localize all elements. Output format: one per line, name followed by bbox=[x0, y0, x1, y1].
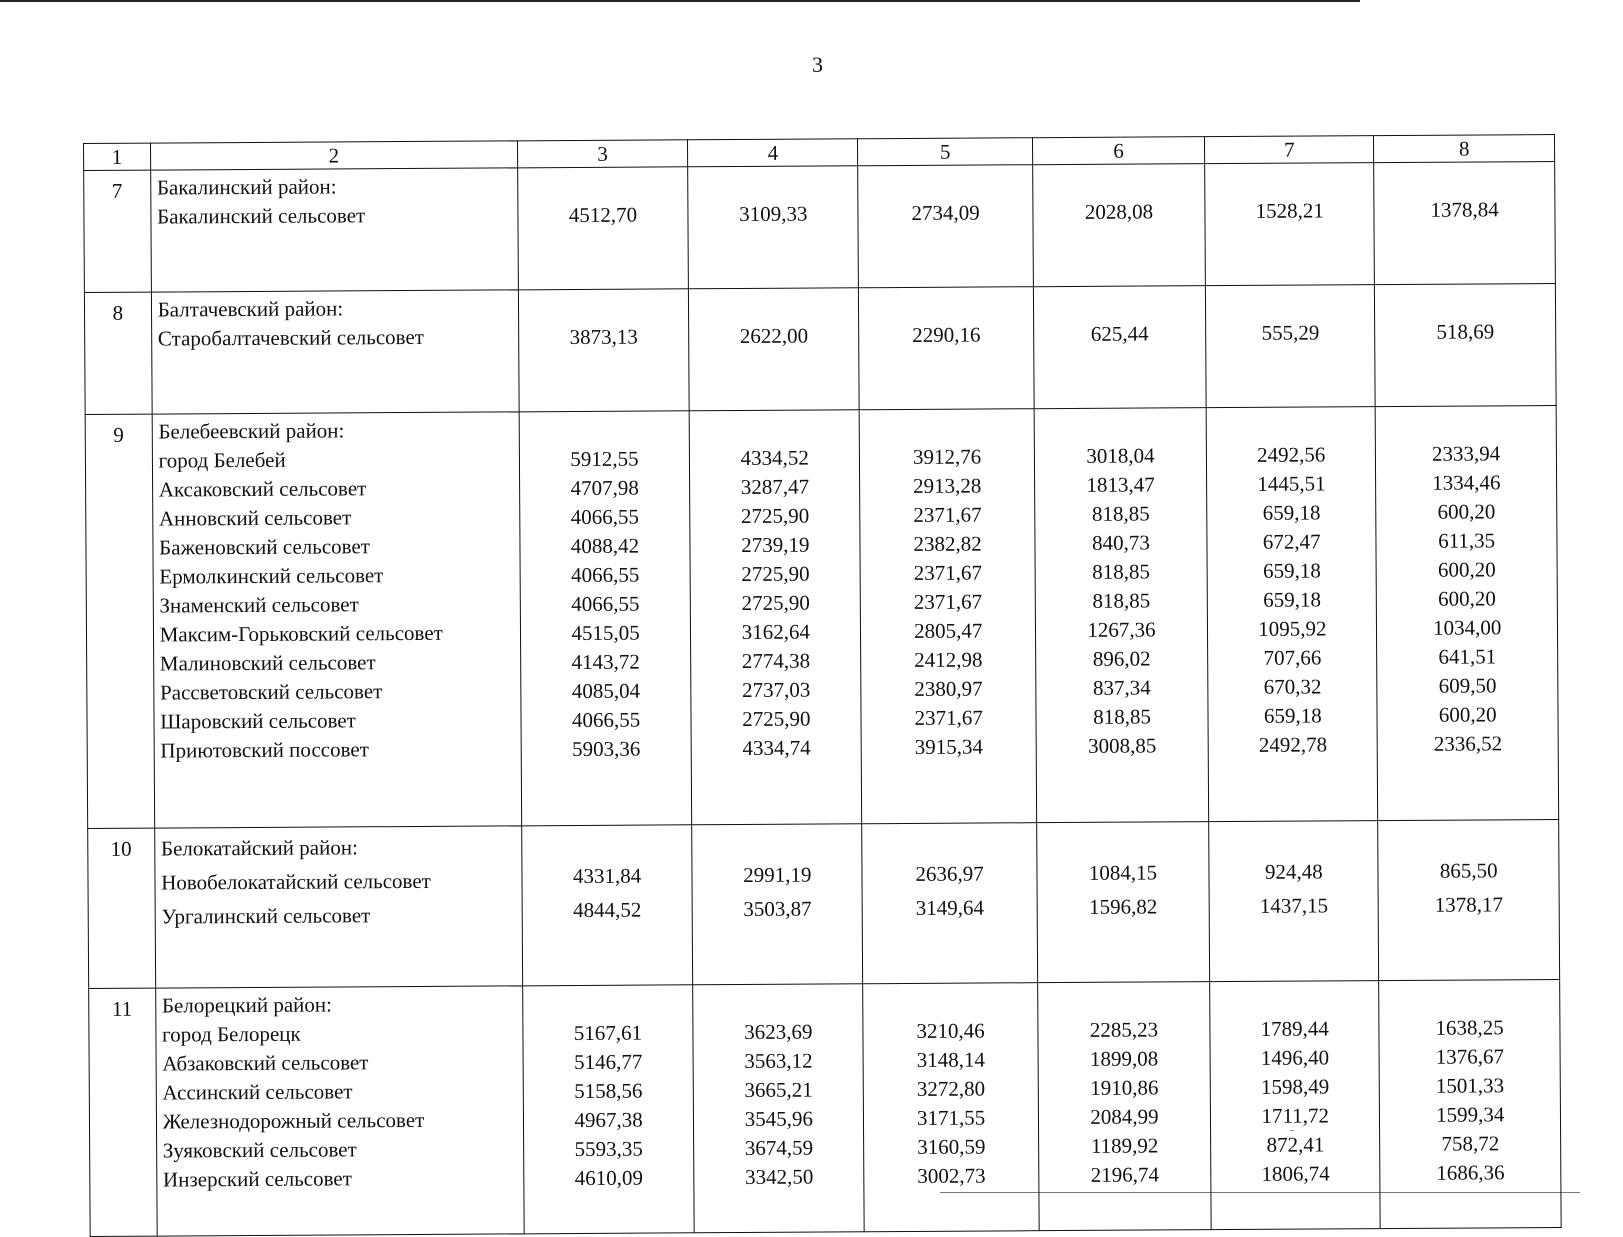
value-cell: 4066,55 bbox=[570, 504, 640, 530]
value-cell: 4967,38 bbox=[574, 1107, 643, 1133]
value-cell: 600,20 bbox=[1437, 557, 1496, 582]
value-cell: 2380,97 bbox=[914, 676, 983, 701]
settlement-name: Аксаковский сельсовет bbox=[158, 476, 367, 502]
value-column-4 bbox=[692, 824, 863, 985]
value-cell: 1806,74 bbox=[1261, 1161, 1330, 1186]
table-row bbox=[89, 979, 1561, 1236]
value-cell: 2371,67 bbox=[913, 502, 982, 527]
value-cell: 2734,09 bbox=[911, 200, 980, 225]
district-name: Белебеевский район: bbox=[158, 418, 345, 444]
value-cell: 1378,84 bbox=[1430, 197, 1499, 222]
value-cell: 3160,59 bbox=[917, 1134, 986, 1159]
value-column-7 bbox=[1205, 163, 1375, 286]
value-cell: 1376,67 bbox=[1435, 1044, 1505, 1069]
value-cell: 5903,36 bbox=[572, 736, 641, 762]
value-cell: 2636,97 bbox=[915, 861, 984, 886]
value-column-7 bbox=[1206, 285, 1376, 408]
page-number: 3 bbox=[812, 52, 823, 77]
value-cell: 1596,82 bbox=[1088, 894, 1158, 919]
value-cell: 1528,21 bbox=[1255, 198, 1324, 223]
value-column-3 bbox=[523, 985, 695, 1234]
data-table bbox=[83, 134, 1562, 1237]
value-cell: 5593,35 bbox=[574, 1136, 643, 1162]
column-header: 7 bbox=[1205, 136, 1374, 164]
value-cell: 2285,23 bbox=[1089, 1017, 1159, 1042]
value-cell: 600,20 bbox=[1438, 586, 1496, 611]
column-header: 4 bbox=[688, 139, 858, 167]
value-cell: 4844,52 bbox=[573, 897, 642, 923]
value-cell: 4331,84 bbox=[572, 863, 642, 889]
value-cell: 2739,19 bbox=[741, 532, 810, 557]
value-cell: 2371,67 bbox=[914, 705, 983, 730]
value-cell: 600,20 bbox=[1437, 499, 1496, 524]
value-cell: 1599,34 bbox=[1435, 1102, 1505, 1127]
value-cell: 2492,78 bbox=[1258, 732, 1328, 757]
value-column-5 bbox=[860, 409, 1037, 824]
value-cell: 3915,34 bbox=[914, 734, 984, 759]
value-cell: 672,47 bbox=[1262, 529, 1321, 554]
value-column-7 bbox=[1209, 821, 1379, 982]
value-cell: 3162,64 bbox=[741, 619, 811, 644]
value-cell: 2382,82 bbox=[913, 531, 982, 556]
value-column-5 bbox=[863, 983, 1039, 1232]
district-name: Белокатайский район: bbox=[160, 835, 358, 861]
name-cell bbox=[152, 412, 522, 828]
name-cell bbox=[154, 826, 522, 988]
settlement-name: Малиновский сельсовет bbox=[159, 650, 376, 676]
value-cell: 3018,04 bbox=[1086, 443, 1155, 468]
value-cell: 2333,94 bbox=[1431, 441, 1501, 466]
value-cell: 1189,92 bbox=[1090, 1133, 1159, 1158]
value-cell: 2725,90 bbox=[741, 561, 810, 586]
value-column-4 bbox=[689, 410, 862, 825]
value-cell: 2371,67 bbox=[913, 560, 982, 585]
value-cell: 818,85 bbox=[1092, 559, 1151, 584]
value-cell: 3148,14 bbox=[916, 1047, 985, 1072]
value-column-8 bbox=[1374, 162, 1555, 285]
value-column-3 bbox=[519, 411, 692, 826]
column-header: 3 bbox=[517, 140, 687, 168]
column-header: 6 bbox=[1032, 137, 1204, 165]
value-column-5 bbox=[859, 287, 1034, 410]
value-cell: 3342,50 bbox=[744, 1164, 814, 1189]
value-cell: 1084,15 bbox=[1088, 860, 1158, 885]
settlement-name: Старобалтачевский сельсовет bbox=[157, 324, 424, 351]
value-column-7 bbox=[1210, 981, 1381, 1230]
value-cell: 600,20 bbox=[1438, 702, 1497, 727]
value-cell: 1445,51 bbox=[1257, 471, 1326, 496]
table-row bbox=[88, 819, 1560, 988]
value-cell: 2725,90 bbox=[741, 590, 810, 615]
table-body bbox=[84, 135, 1562, 1237]
value-cell: 2805,47 bbox=[913, 618, 983, 643]
value-cell: 4088,42 bbox=[570, 533, 640, 559]
value-cell: 2725,90 bbox=[740, 503, 810, 528]
value-cell: 2737,03 bbox=[741, 677, 811, 702]
value-cell: 2991,19 bbox=[743, 862, 812, 887]
value-cell: 3149,64 bbox=[915, 895, 985, 920]
value-cell: 3503,87 bbox=[743, 896, 812, 921]
value-cell: 1267,36 bbox=[1087, 617, 1156, 642]
settlement-name: Баженовский сельсовет bbox=[159, 534, 370, 560]
settlement-name: Железнодорожный сельсовет bbox=[162, 1107, 425, 1134]
table-row bbox=[84, 162, 1556, 293]
value-cell: 518,69 bbox=[1436, 319, 1495, 344]
value-cell: 2412,98 bbox=[914, 647, 983, 672]
value-cell: 1638,25 bbox=[1435, 1015, 1504, 1040]
value-cell: 2196,74 bbox=[1090, 1162, 1160, 1187]
value-cell: 4066,55 bbox=[570, 562, 640, 588]
value-cell: 818,85 bbox=[1093, 704, 1151, 729]
value-cell: 555,29 bbox=[1261, 320, 1320, 345]
value-cell: 872,41 bbox=[1266, 1132, 1325, 1157]
value-cell: 3002,73 bbox=[917, 1163, 986, 1188]
name-cell bbox=[155, 986, 524, 1236]
settlement-name: Инзерский сельсовет bbox=[162, 1166, 352, 1192]
value-cell: 758,72 bbox=[1441, 1131, 1500, 1156]
settlement-name: Знаменский сельсовет bbox=[159, 592, 359, 618]
value-cell: 4515,05 bbox=[571, 620, 640, 646]
value-cell: 896,02 bbox=[1092, 646, 1151, 671]
value-cell: 4085,04 bbox=[571, 678, 641, 704]
value-column-3 bbox=[522, 825, 693, 986]
value-cell: 4334,52 bbox=[740, 445, 809, 470]
row-number: 10 bbox=[88, 828, 156, 988]
value-cell: 2774,38 bbox=[741, 648, 811, 673]
value-cell: 1789,44 bbox=[1260, 1016, 1329, 1041]
value-column-7 bbox=[1206, 407, 1378, 822]
value-column-6 bbox=[1037, 822, 1210, 983]
value-cell: 670,32 bbox=[1263, 674, 1322, 699]
settlement-name: Рассветовский сельсовет bbox=[159, 679, 383, 705]
district-name: Балтачевский район: bbox=[157, 296, 344, 322]
value-cell: 5146,77 bbox=[573, 1049, 643, 1075]
value-cell: 659,18 bbox=[1263, 703, 1322, 728]
row-number: 8 bbox=[84, 292, 151, 414]
value-column-8 bbox=[1375, 284, 1556, 407]
value-cell: 1813,47 bbox=[1086, 472, 1155, 497]
value-cell: 2725,90 bbox=[742, 706, 811, 731]
value-cell: 1899,08 bbox=[1089, 1046, 1159, 1071]
value-cell: 818,85 bbox=[1092, 588, 1151, 613]
value-column-8 bbox=[1378, 819, 1560, 980]
value-column-6 bbox=[1033, 286, 1206, 409]
value-cell: 1496,40 bbox=[1260, 1045, 1330, 1070]
value-column-5 bbox=[858, 165, 1033, 288]
settlement-name: Зуяковский сельсовет bbox=[162, 1137, 357, 1163]
value-cell: 611,35 bbox=[1438, 528, 1496, 553]
scan-edge-line bbox=[0, 0, 1360, 2]
value-cell: 1711,72 bbox=[1261, 1103, 1330, 1128]
value-cell: 4334,74 bbox=[742, 735, 811, 760]
name-cell bbox=[151, 290, 519, 414]
value-cell: 4066,55 bbox=[571, 591, 640, 617]
value-cell: 659,18 bbox=[1262, 500, 1321, 525]
value-column-6 bbox=[1032, 164, 1205, 287]
value-column-6 bbox=[1034, 408, 1209, 823]
value-cell: 3912,76 bbox=[912, 444, 982, 469]
value-column-4 bbox=[689, 288, 860, 411]
column-header: 2 bbox=[150, 141, 517, 170]
settlement-name: Приютовский поссовет bbox=[160, 737, 369, 763]
value-cell: 2913,28 bbox=[913, 473, 982, 498]
value-cell: 3665,21 bbox=[744, 1077, 813, 1102]
value-column-5 bbox=[862, 823, 1037, 984]
value-cell: 924,48 bbox=[1264, 859, 1323, 884]
row-number: 11 bbox=[89, 988, 157, 1236]
value-cell: 3171,55 bbox=[916, 1105, 986, 1130]
value-cell: 625,44 bbox=[1090, 321, 1149, 346]
value-cell: 707,66 bbox=[1263, 645, 1322, 670]
settlement-name: город Белебей bbox=[158, 447, 286, 473]
value-column-3 bbox=[518, 167, 689, 290]
column-header: 1 bbox=[84, 143, 151, 170]
settlement-name: Бакалинский сельсовет bbox=[157, 203, 366, 229]
settlement-name: Ермолкинский сельсовет bbox=[159, 563, 384, 589]
value-cell: 2492,56 bbox=[1257, 442, 1326, 467]
value-cell: 4707,98 bbox=[570, 475, 639, 501]
value-cell: 840,73 bbox=[1092, 530, 1150, 555]
value-cell: 1095,92 bbox=[1258, 616, 1327, 641]
value-cell: 1334,46 bbox=[1432, 470, 1501, 495]
column-header: 8 bbox=[1374, 135, 1555, 163]
value-column-8 bbox=[1379, 979, 1561, 1228]
value-cell: 2028,08 bbox=[1084, 199, 1154, 224]
value-cell: 5167,61 bbox=[573, 1020, 643, 1046]
value-cell: 818,85 bbox=[1091, 501, 1150, 526]
value-cell: 1686,36 bbox=[1436, 1160, 1505, 1185]
value-column-4 bbox=[693, 984, 865, 1233]
value-column-8 bbox=[1376, 406, 1559, 821]
settlement-name: Шаровский сельсовет bbox=[160, 708, 356, 734]
value-cell: 2622,00 bbox=[739, 323, 809, 348]
value-cell: 837,34 bbox=[1092, 675, 1151, 700]
value-cell: 3563,12 bbox=[744, 1048, 813, 1073]
value-cell: 2336,52 bbox=[1433, 731, 1503, 756]
value-cell: 1501,33 bbox=[1435, 1073, 1505, 1098]
value-cell: 3873,13 bbox=[569, 324, 638, 350]
value-cell: 4610,09 bbox=[574, 1165, 644, 1191]
settlement-name: Ургалинский сельсовет bbox=[161, 903, 371, 929]
settlement-name: Абзаковский сельсовет bbox=[162, 1050, 369, 1076]
row-number: 9 bbox=[85, 414, 154, 828]
value-cell: 3272,80 bbox=[916, 1076, 986, 1101]
settlement-name: Ассинский сельсовет bbox=[162, 1079, 353, 1105]
settlement-name: город Белорецк bbox=[162, 1021, 301, 1047]
district-name: Белорецкий район: bbox=[161, 992, 332, 1018]
value-cell: 1034,00 bbox=[1432, 615, 1502, 640]
value-cell: 3109,33 bbox=[739, 201, 808, 226]
value-cell: 1437,15 bbox=[1259, 893, 1329, 918]
value-cell: 659,18 bbox=[1263, 587, 1322, 612]
value-cell: 3623,69 bbox=[744, 1019, 813, 1044]
value-cell: 1378,17 bbox=[1434, 892, 1504, 917]
value-cell: 5158,56 bbox=[574, 1078, 643, 1104]
value-cell: 3545,96 bbox=[744, 1106, 813, 1131]
settlement-name: Новобелокатайский сельсовет bbox=[161, 868, 431, 895]
column-header: 5 bbox=[858, 138, 1033, 166]
table-row bbox=[84, 284, 1556, 415]
table-row bbox=[85, 406, 1559, 829]
value-cell: 4143,72 bbox=[571, 649, 640, 675]
settlement-name: Анновский сельсовет bbox=[158, 505, 352, 531]
value-cell: 2371,67 bbox=[913, 589, 983, 614]
value-cell: 5912,55 bbox=[570, 446, 639, 472]
value-cell: 609,50 bbox=[1438, 673, 1497, 698]
settlement-name: Максим-Горьковский сельсовет bbox=[159, 620, 443, 647]
row-number: 7 bbox=[84, 170, 151, 292]
value-cell: 3287,47 bbox=[740, 474, 810, 499]
value-cell: 1910,86 bbox=[1090, 1075, 1159, 1100]
value-cell: 4512,70 bbox=[568, 202, 638, 228]
value-cell: 4066,55 bbox=[571, 707, 641, 733]
value-cell: 641,51 bbox=[1438, 644, 1497, 669]
value-cell: 865,50 bbox=[1439, 858, 1498, 883]
value-column-3 bbox=[518, 289, 689, 412]
value-cell: 1598,49 bbox=[1260, 1074, 1330, 1099]
value-cell: 2290,16 bbox=[912, 322, 981, 347]
name-cell bbox=[150, 168, 518, 292]
value-column-4 bbox=[688, 166, 859, 289]
value-cell: 2084,99 bbox=[1090, 1104, 1159, 1129]
district-name: Бакалинский район: bbox=[156, 174, 337, 200]
value-cell: 3210,46 bbox=[916, 1018, 985, 1043]
value-cell: 659,18 bbox=[1262, 558, 1321, 583]
value-cell: 3674,59 bbox=[744, 1135, 814, 1160]
value-cell: 3008,85 bbox=[1088, 733, 1157, 758]
value-column-6 bbox=[1037, 982, 1211, 1231]
